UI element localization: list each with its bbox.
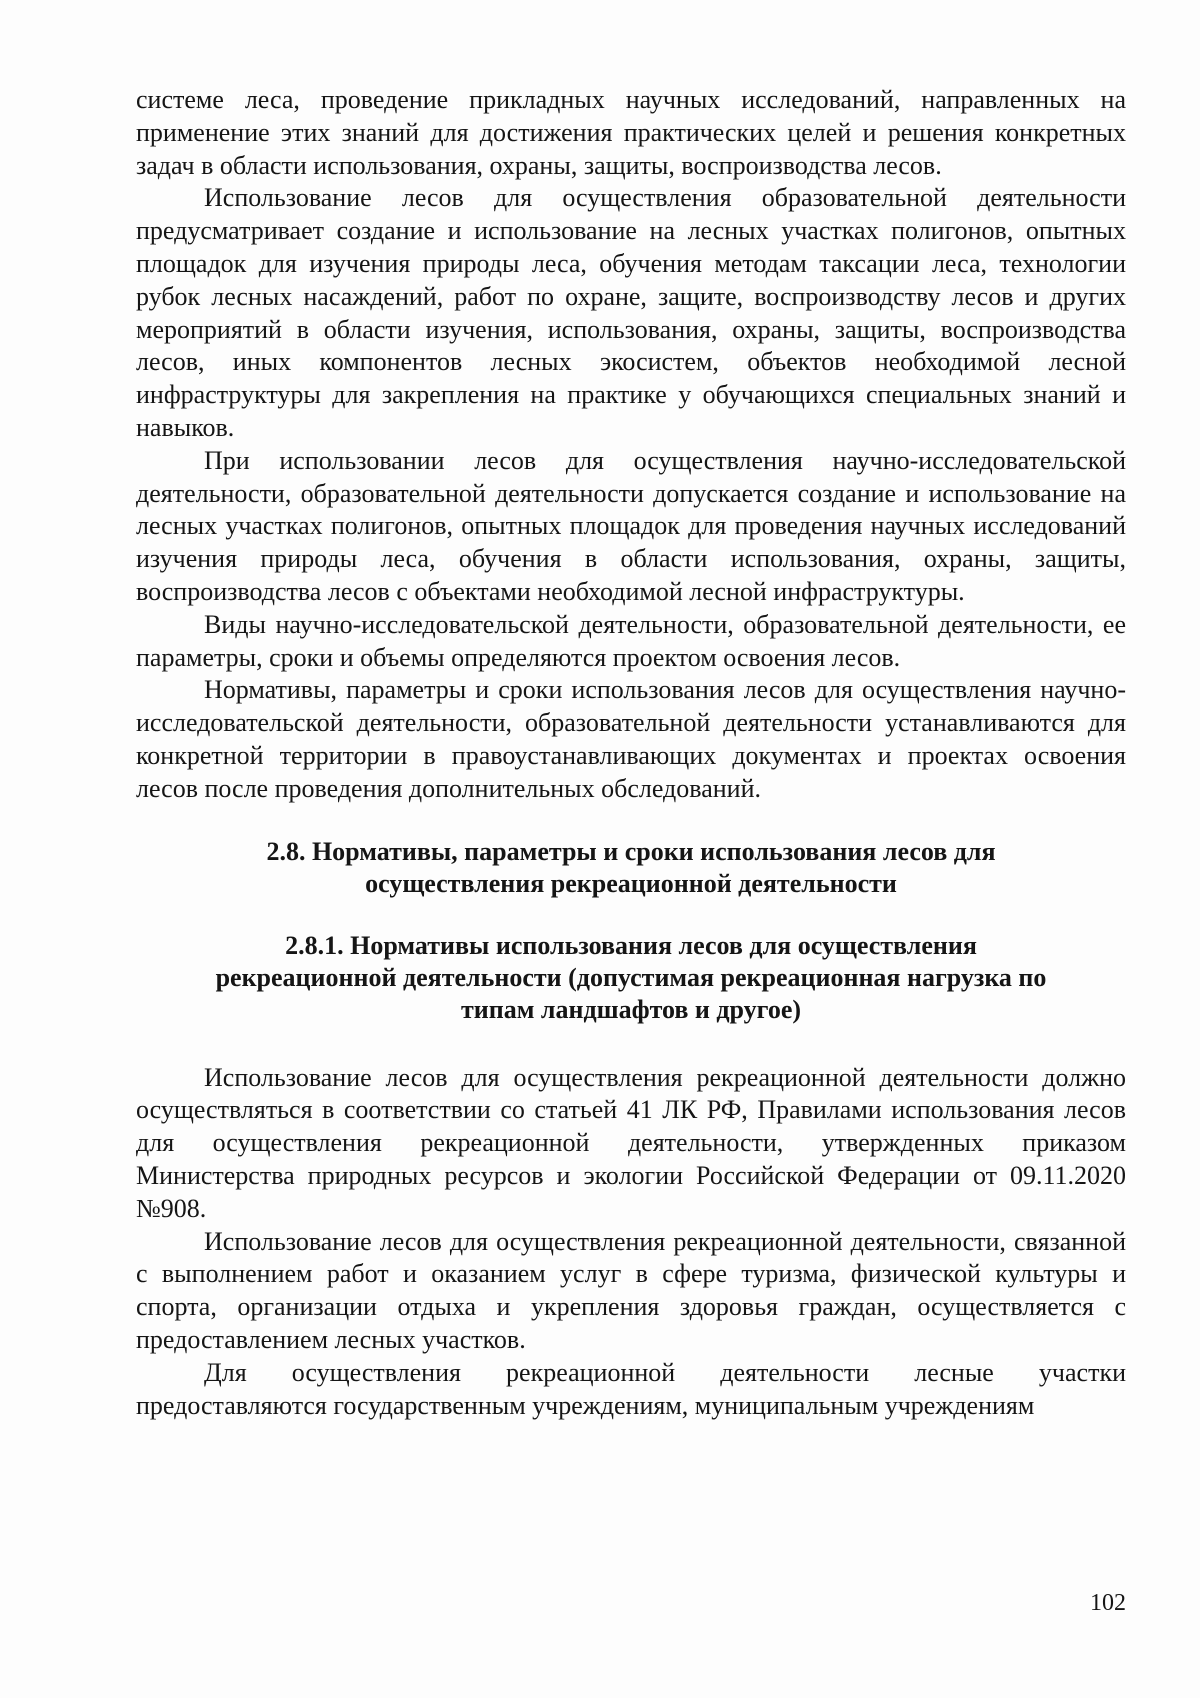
section-heading-2-8-line-1: 2.8. Нормативы, параметры и сроки использования лесов для xyxy=(266,836,996,866)
page-number: 102 xyxy=(1090,1590,1126,1616)
paragraph-bottom-1: Использование лесов для осуществления рекреационной деятельности должно осуществляться в соответствии со статьей 41 ЛК РФ, Правилами использования лесов для осуществления рекреационной деятельности, утвержденных приказом Министерства природных ресурсов и экологии Российской Федерации от 09.11.2020 №908. xyxy=(136,1062,1126,1223)
section-heading-2-8-line-2: осуществления рекреационной деятельности xyxy=(365,868,897,898)
paragraph-top-5: Нормативы, параметры и сроки использования лесов для осуществления научно-исследовательской деятельности, образовательной деятельности устанавливаются для конкретной территории в правоустанавливающих документах и проектах освоения лесов после проведения дополнительных обследований. xyxy=(136,675,1126,803)
section-heading-2-8-1-line-2: рекреационной деятельности (допустимая рекреационная нагрузка по xyxy=(215,962,1047,992)
paragraph-top-2: Использование лесов для осуществления образовательной деятельности предусматривает создание и использование на лесных участках полигонов, опытных площадок для изучения природы леса, обучения методам таксации леса, технологии рубок лесных насаждений, работ по охране, защите, воспроизводству лесов и других мероприятий в области изучения, использования, охраны, защиты, воспроизводства лесов, иных компонентов лесных экосистем, объектов необходимой лесной инфраструктуры для закрепления на практике у обучающихся специальных знаний и навыков. xyxy=(136,183,1126,442)
paragraph-top-4: Виды научно-исследовательской деятельности, образовательной деятельности, ее параметры, сроки и объемы определяются проектом освоения лесов. xyxy=(136,609,1126,672)
paragraph-bottom-2: Использование лесов для осуществления рекреационной деятельности, связанной с выполнением работ и оказанием услуг в сфере туризма, физической культуры и спорта, организации отдыха и укрепления здоровья граждан, осуществляется с предоставлением лесных участков. xyxy=(136,1226,1126,1354)
paragraph-top-1: системе леса, проведение прикладных научных исследований, направленных на применение этих знаний для достижения практических целей и решения конкретных задач в области использования, охраны, защиты, воспроизводства лесов. xyxy=(136,85,1126,180)
section-heading-2-8-1 xyxy=(136,930,1126,1026)
paragraph-top-3: При использовании лесов для осуществления научно-исследовательской деятельности, образовательной деятельности допускается создание и использование на лесных участках полигонов, опытных площадок для проведения научных исследований изучения природы леса, обучения в области использования, охраны, защиты, воспроизводства лесов с объектами необходимой лесной инфраструктуры. xyxy=(136,445,1126,606)
section-heading-2-8-1-line-3: типам ландшафтов и другое) xyxy=(460,994,802,1024)
paragraph-bottom-3: Для осуществления рекреационной деятельности лесные участки предоставляются государственным учреждениям, муниципальным учреждениям xyxy=(136,1357,1126,1420)
page-content xyxy=(136,84,1126,1422)
section-heading-2-8-1-line-1: 2.8.1. Нормативы использования лесов для осуществления xyxy=(285,930,977,960)
section-heading-2-8 xyxy=(136,836,1126,900)
